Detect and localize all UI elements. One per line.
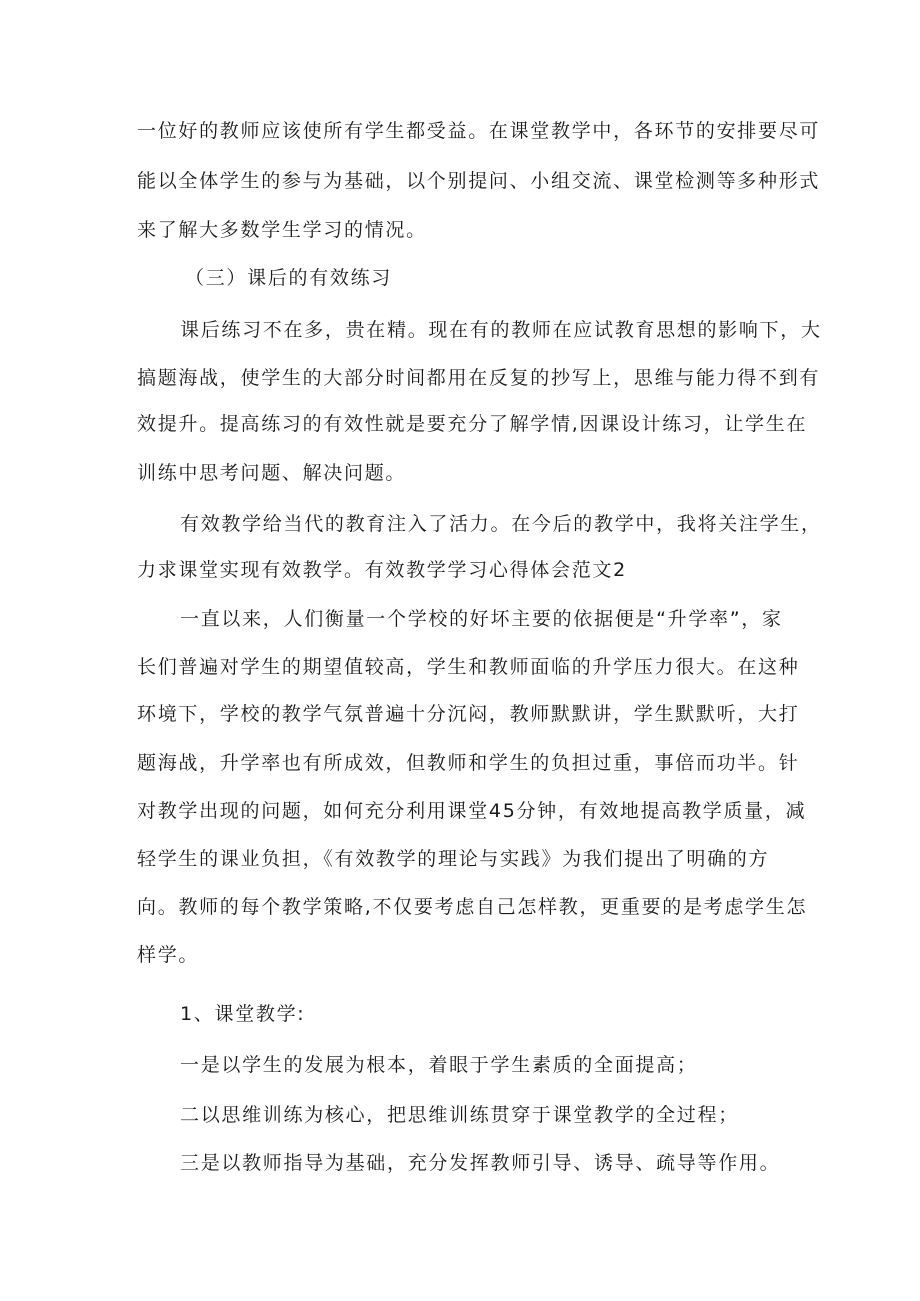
text-line: 一直以来，人们衡量一个学校的好坏主要的依据便是“升学率”，家 [180,608,783,630]
text-line: 长们普遍对学生的期望值较高，学生和教师面临的升学压力很大。在这种 [137,656,800,678]
section-heading: （三）课后的有效练习 [185,267,393,289]
list-item: 一是以学生的发展为根本，着眼于学生素质的全面提高； [180,1054,698,1076]
text-line: 环境下，学校的教学气氛普遍十分沉闷，教师默默讲，学生默默听，大打 [137,703,800,725]
text-line: 力求课堂实现有效教学。有效教学学习心得体会范文2 [137,559,627,581]
text-line: 搞题海战，使学生的大部分时间都用在反复的抄写上，思维与能力得不到有 [137,367,821,389]
text-line: 来了解大多数学生学习的情况。 [137,219,427,241]
list-item: 二以思维训练为核心，把思维训练贯穿于课堂教学的全过程； [180,1104,739,1126]
text-line: 对教学出现的问题，如何充分利用课堂45分钟，有效地提高教学质量，减 [137,800,807,822]
text-line: 有效教学给当代的教育注入了活力。在今后的教学中，我将关注学生， [180,513,822,535]
text-line: 一位好的教师应该使所有学生都受益。在课堂教学中，各环节的安排要尽可 [137,120,821,142]
list-item: 三是以教师指导为基础，充分发挥教师引导、诱导、疏导等作用。 [180,1152,781,1174]
text-line: 向。教师的每个教学策略,不仅要考虑自己怎样教，更重要的是考虑学生怎 [137,896,808,918]
list-heading: 1、课堂教学: [180,1003,306,1025]
text-line: 样学。 [137,944,200,966]
text-line: 题海战，升学率也有所成效，但教师和学生的负担过重，事倍而功半。针 [137,752,800,774]
text-line: 训练中思考问题、解决问题。 [137,462,407,484]
text-line: 轻学生的课业负担，《有效教学的理论与实践》为我们提出了明确的方 [137,848,770,870]
text-line: 效提升。提高练习的有效性就是要充分了解学情,因课设计练习，让学生在 [137,413,808,435]
text-line: 课后练习不在多，贵在精。现在有的教师在应试教育思想的影响下，大 [180,319,822,341]
text-line: 能以全体学生的参与为基础，以个别提问、小组交流、课堂检测等多种形式 [137,170,821,192]
